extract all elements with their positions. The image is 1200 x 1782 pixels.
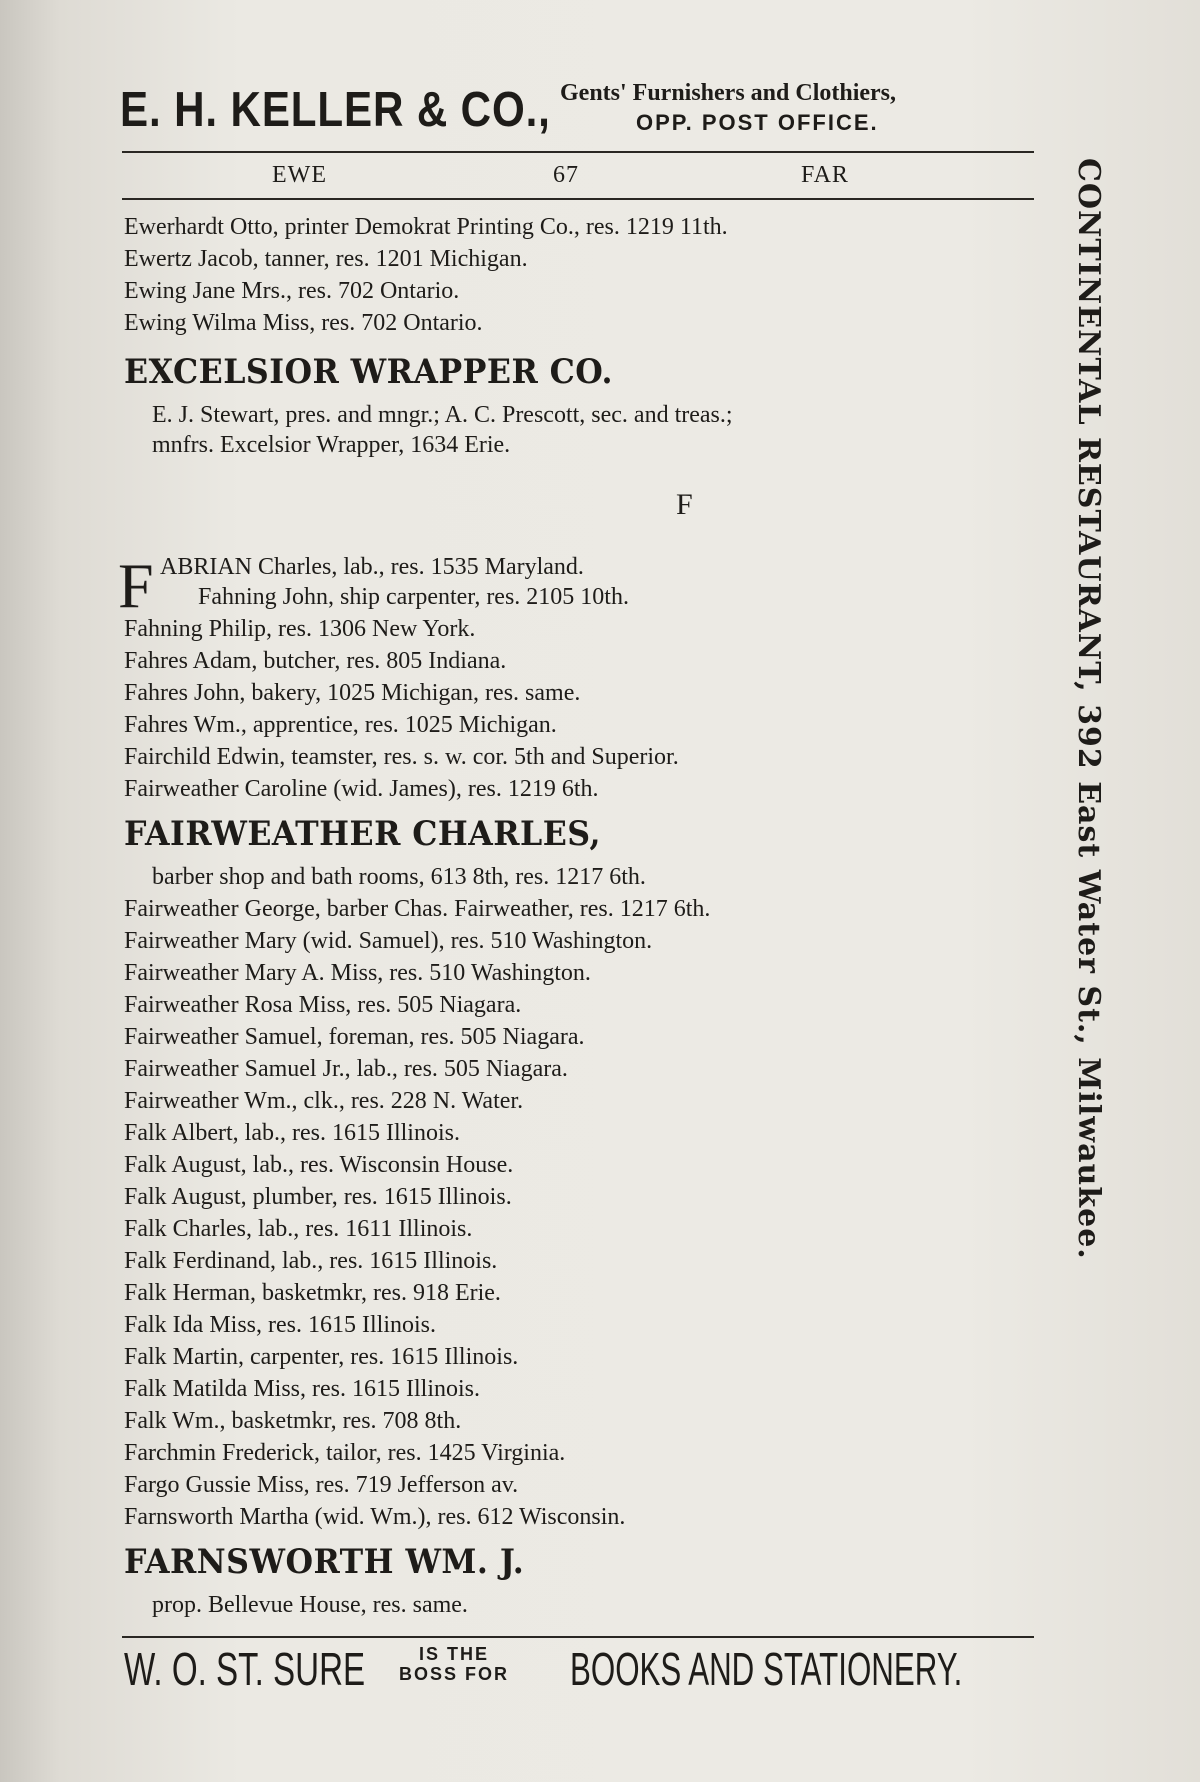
keller-firm-name: E. H. KELLER & CO.,: [120, 83, 551, 137]
entry: Falk Ida Miss, res. 1615 Illinois.: [124, 1312, 436, 1338]
drop-cap: F: [118, 550, 154, 621]
entry: Falk August, lab., res. Wisconsin House.: [124, 1152, 514, 1178]
entry: Falk Wm., basketmkr, res. 708 8th.: [124, 1408, 462, 1434]
entry: Fairweather Samuel Jr., lab., res. 505 Niagara.: [124, 1056, 568, 1082]
entry: Ewing Jane Mrs., res. 702 Ontario.: [124, 278, 460, 304]
entry: Falk Matilda Miss, res. 1615 Illinois.: [124, 1376, 480, 1402]
entry-heading: FARNSWORTH WM. J.: [124, 1542, 525, 1582]
entry: Falk Albert, lab., res. 1615 Illinois.: [124, 1120, 460, 1146]
stsure-name: W. O. ST. SURE: [124, 1643, 366, 1695]
entry: Falk Ferdinand, lab., res. 1615 Illinois.: [124, 1248, 498, 1274]
entry: Fahres Wm., apprentice, res. 1025 Michigan.: [124, 712, 557, 738]
entry: Fairweather Wm., clk., res. 228 N. Water.: [124, 1088, 524, 1114]
top-advertisement: [120, 78, 1035, 148]
entry: Fahning Philip, res. 1306 New York.: [124, 616, 476, 642]
entry: Fahning John, ship carpenter, res. 2105 10th.: [198, 584, 629, 610]
entry: Fairweather Samuel, foreman, res. 505 Niagara.: [124, 1024, 585, 1050]
boss-for-text: BOSS FOR: [399, 1664, 510, 1684]
header-rule-bottom: [122, 198, 1034, 200]
entry: prop. Bellevue House, res. same.: [152, 1592, 468, 1618]
entry: Fairweather Caroline (wid. James), res. 1219 6th.: [124, 776, 599, 802]
entry: Falk Martin, carpenter, res. 1615 Illinois.: [124, 1344, 519, 1370]
entry: Fargo Gussie Miss, res. 719 Jefferson av.: [124, 1472, 519, 1498]
entry: barber shop and bath rooms, 613 8th, res. 1217 6th.: [152, 864, 646, 890]
section-letter: F: [676, 488, 693, 521]
entry: Fahres John, bakery, 1025 Michigan, res. same.: [124, 680, 581, 706]
running-head-right: FAR: [801, 162, 849, 188]
entry: Farchmin Frederick, tailor, res. 1425 Virginia.: [124, 1440, 566, 1466]
entry: Fairchild Edwin, teamster, res. s. w. cor. 5th and Superior.: [124, 744, 679, 770]
entry: ABRIAN Charles, lab., res. 1535 Maryland.: [160, 554, 584, 580]
entry: mnfrs. Excelsior Wrapper, 1634 Erie.: [152, 432, 511, 458]
entry-heading: FAIRWEATHER CHARLES,: [124, 814, 601, 854]
running-head-left: EWE: [272, 162, 327, 188]
entry: Falk August, plumber, res. 1615 Illinois.: [124, 1184, 512, 1210]
entry: Fairweather Mary (wid. Samuel), res. 510 Washington.: [124, 928, 653, 954]
entry: Fahres Adam, butcher, res. 805 Indiana.: [124, 648, 507, 674]
entry: Fairweather George, barber Chas. Fairweather, res. 1217 6th.: [124, 896, 711, 922]
bottom-advertisement: [124, 1640, 1034, 1720]
keller-tagline: Gents' Furnishers and Clothiers,: [560, 80, 897, 106]
entry: Ewing Wilma Miss, res. 702 Ontario.: [124, 310, 483, 336]
entry: Ewerhardt Otto, printer Demokrat Printing Co., res. 1219 11th.: [124, 214, 728, 240]
is-the-text: IS THE: [419, 1644, 490, 1664]
entry: Falk Herman, basketmkr, res. 918 Erie.: [124, 1280, 501, 1306]
page-number: 67: [553, 162, 579, 188]
side-advertisement: CONTINENTAL RESTAURANT, 392 East Water St., Milwaukee.: [1071, 158, 1106, 1260]
entry: Fairweather Rosa Miss, res. 505 Niagara.: [124, 992, 522, 1018]
stsure-connector: [399, 1644, 509, 1684]
stsure-products: BOOKS AND STATIONERY.: [570, 1643, 963, 1695]
entry-heading: EXCELSIOR WRAPPER CO.: [124, 352, 613, 392]
entry: Ewertz Jacob, tanner, res. 1201 Michigan.: [124, 246, 528, 272]
entry: Farnsworth Martha (wid. Wm.), res. 612 Wisconsin.: [124, 1504, 626, 1530]
header-rule-top: [122, 151, 1034, 153]
entry: E. J. Stewart, pres. and mngr.; A. C. Prescott, sec. and treas.;: [152, 402, 733, 428]
footer-rule: [122, 1636, 1034, 1638]
entry: Falk Charles, lab., res. 1611 Illinois.: [124, 1216, 473, 1242]
keller-location: OPP. POST OFFICE.: [636, 110, 879, 135]
entry: Fairweather Mary A. Miss, res. 510 Washington.: [124, 960, 591, 986]
